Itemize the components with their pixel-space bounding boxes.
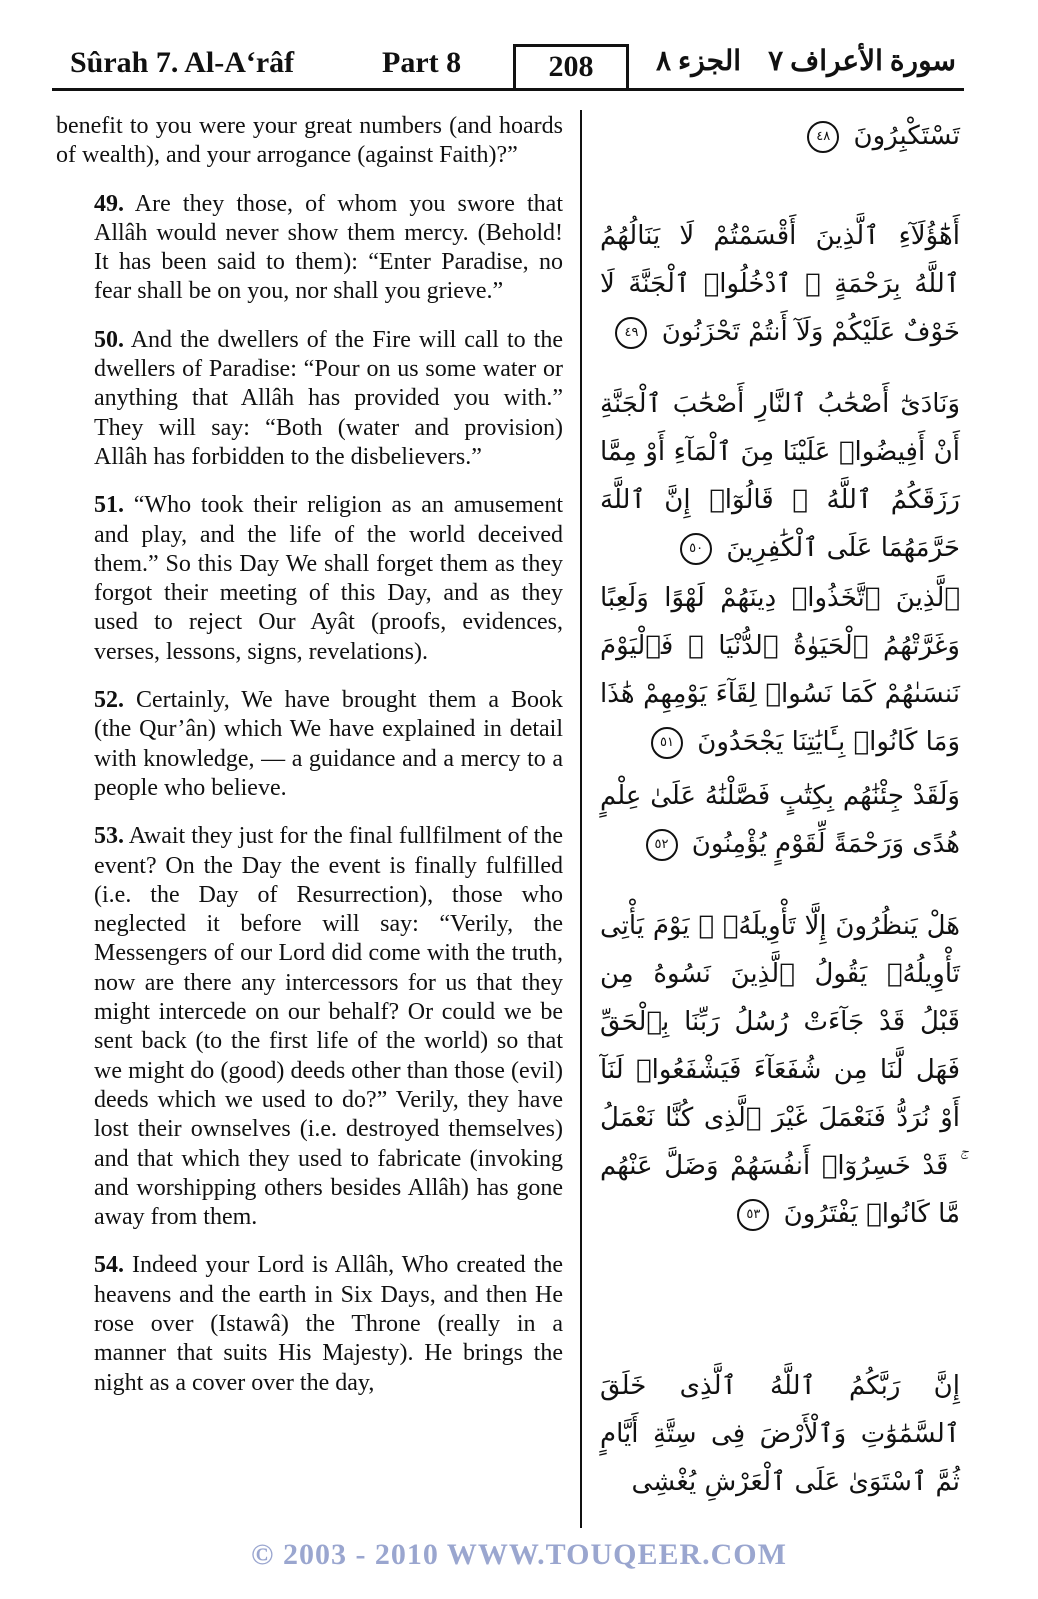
verse-50 (56, 326, 563, 472)
verse-51 (56, 491, 563, 667)
verse-number: 54. (94, 1252, 124, 1279)
ayah-number-marker: ٤٨ (807, 121, 839, 153)
ayah-number-marker: ٥٠ (680, 533, 712, 565)
arabic-verse-49 (600, 212, 960, 356)
arabic-verse-text: وَنَادَىٰٓ أَصْحَٰبُ ٱلنَّارِ أَصْحَٰبَ ٱلْجَنَّةِ أَنْ أَفِيضُوا۟ عَلَيْنَا مِنَ ٱلْمَآءِ أَوْ مِمَّا رَزَقَكُمُ ٱللَّهُ ۚ قَالُوٓا۟ إِنَّ ٱللَّهَ حَرَّمَهُمَا عَلَى ٱلْكَٰفِرِينَ (600, 389, 960, 563)
arabic-verse-48-end (600, 112, 960, 160)
juz-label-ar: الجزء ٨ (656, 46, 742, 77)
arabic-verse-54-start (600, 1362, 960, 1506)
page-header (52, 40, 964, 90)
arabic-verse-51 (600, 574, 960, 766)
verse-49 (56, 190, 563, 307)
verse-48-continuation (56, 112, 563, 171)
arabic-verse-text: إِنَّ رَبَّكُمُ ٱللَّهُ ٱلَّذِى خَلَقَ ٱلسَّمَٰوَٰتِ وَٱلْأَرْضَ فِى سِتَّةِ أَيَّامٍ ثُمَّ ٱسْتَوَىٰ عَلَى ٱلْعَرْشِ يُغْشِى (600, 1371, 960, 1497)
verse-text: And the dwellers of the Fire will call to the dwellers of Paradise: “Pour on us some water or anything that Allâh has provided you with.” They will say: “Both (water and provision) Allâh has forbidden to the disbelievers.” (94, 326, 563, 470)
verse-number: 51. (94, 492, 124, 519)
copyright-footer: © 2003 - 2010 WWW.TOUQEER.COM (251, 1538, 787, 1571)
arabic-verse-text: تَسْتَكْبِرُونَ (853, 121, 960, 151)
page-number: 208 (513, 44, 629, 88)
verse-53 (56, 822, 563, 1232)
arabic-verse-text: هَلْ يَنظُرُونَ إِلَّا تَأْوِيلَهُۥ ۚ يَوْمَ يَأْتِى تَأْوِيلُهُۥ يَقُولُ ٱلَّذِينَ نَسُوهُ مِن قَبْلُ قَدْ جَآءَتْ رُسُلُ رَبِّنَا بِٱلْحَقِّ فَهَل لَّنَا مِن شُفَعَآءَ فَيَشْفَعُوا۟ لَنَآ أَوْ نُرَدُّ فَنَعْمَلَ غَيْرَ ٱلَّذِى كُنَّا نَعْمَلُ ۚ قَدْ خَسِرُوٓا۟ أَنفُسَهُمْ وَضَلَّ عَنْهُم مَّا كَانُوا۟ يَفْتَرُونَ (600, 911, 960, 1229)
verse-52 (56, 686, 563, 803)
verse-text: Await they just for the final fullfilment of the event? On the Day the event is finally fulfilled (i.e. the Day of Resurrection), those who neglected it before will say: “Verily, the Messengers of our Lord did come with the truth, now are there any intercessors for us that they might intercede on our behalf? Or could we be sent back (to the first life of the world) so that we might do (good) deeds other than those (evil) deeds which we used to do?” Verily, they have lost their ownselves (i.e. destroyed themselves) and that which they used to fabricate (invoking and worshipping others besides Allâh) has gone away from them. (94, 823, 563, 1231)
surah-title-en: Sûrah 7. Al-A‘râf (70, 46, 295, 79)
english-translation-column (56, 112, 563, 1417)
verse-number: 50. (94, 326, 124, 353)
column-divider (580, 110, 582, 1528)
part-label-en: Part 8 (382, 46, 462, 79)
header-rule (52, 88, 964, 91)
arabic-verse-53 (600, 902, 960, 1238)
ayah-number-marker: ٥٣ (737, 1199, 769, 1231)
verse-text: Are they those, of whom you swore that Allâh would never show them mercy. (Behold! It has been said to them): “Enter Paradise, no fear shall be on you, nor shall you grieve.” (94, 190, 563, 305)
ayah-number-marker: ٤٩ (615, 317, 647, 349)
verse-number: 49. (94, 190, 124, 217)
verse-text: benefit to you were your great numbers (and hoards of wealth), and your arrogance (against Faith)?” (56, 113, 563, 169)
surah-title-ar: سورة الأعراف ٧ (768, 46, 956, 77)
verse-number: 53. (94, 823, 124, 850)
arabic-verse-52 (600, 772, 960, 868)
verse-text: Certainly, We have brought them a Book (the Qur’ân) which We have explained in detail with knowledge, — a guidance and a mercy to a people who believe. (94, 687, 563, 801)
arabic-verse-text: وَلَقَدْ جِئْنَٰهُم بِكِتَٰبٍ فَصَّلْنَٰهُ عَلَىٰ عِلْمٍ هُدًى وَرَحْمَةً لِّقَوْمٍ يُؤْمِنُونَ (600, 781, 960, 859)
verse-number: 52. (94, 687, 124, 714)
verse-54 (56, 1251, 563, 1397)
arabic-verse-text: ٱلَّذِينَ ٱتَّخَذُوا۟ دِينَهُمْ لَهْوًا وَلَعِبًا وَغَرَّتْهُمُ ٱلْحَيَوٰةُ ٱلدُّنْيَا ۚ فَٱلْيَوْمَ نَنسَىٰهُمْ كَمَا نَسُوا۟ لِقَآءَ يَوْمِهِمْ هَٰذَا وَمَا كَانُوا۟ بِـَٔايَٰتِنَا يَجْحَدُونَ (600, 583, 960, 757)
ayah-number-marker: ٥٢ (646, 829, 678, 861)
ayah-number-marker: ٥١ (651, 727, 683, 759)
verse-text: Indeed your Lord is Allâh, Who created the heavens and the earth in Six Days, and then He rose over (Istawâ) the Throne (really in a manner that suits His Majesty). He brings the night as a cover over the day, (94, 1252, 563, 1396)
arabic-verse-50 (600, 380, 960, 572)
arabic-verse-text: أَهَٰٓؤُلَآءِ ٱلَّذِينَ أَقْسَمْتُمْ لَا يَنَالُهُمُ ٱللَّهُ بِرَحْمَةٍ ۚ ٱدْخُلُوا۟ ٱلْجَنَّةَ لَا خَوْفٌ عَلَيْكُمْ وَلَآ أَنتُمْ تَحْزَنُونَ (600, 221, 960, 347)
verse-text: “Who took their religion as an amusement and play, and the life of the world deceived them.” So this Day We shall forget them as they forgot their meeting of this Day, and as they used to reject Our Ayât (proofs, evidences, verses, lessons, signs, revelations). (94, 492, 563, 665)
